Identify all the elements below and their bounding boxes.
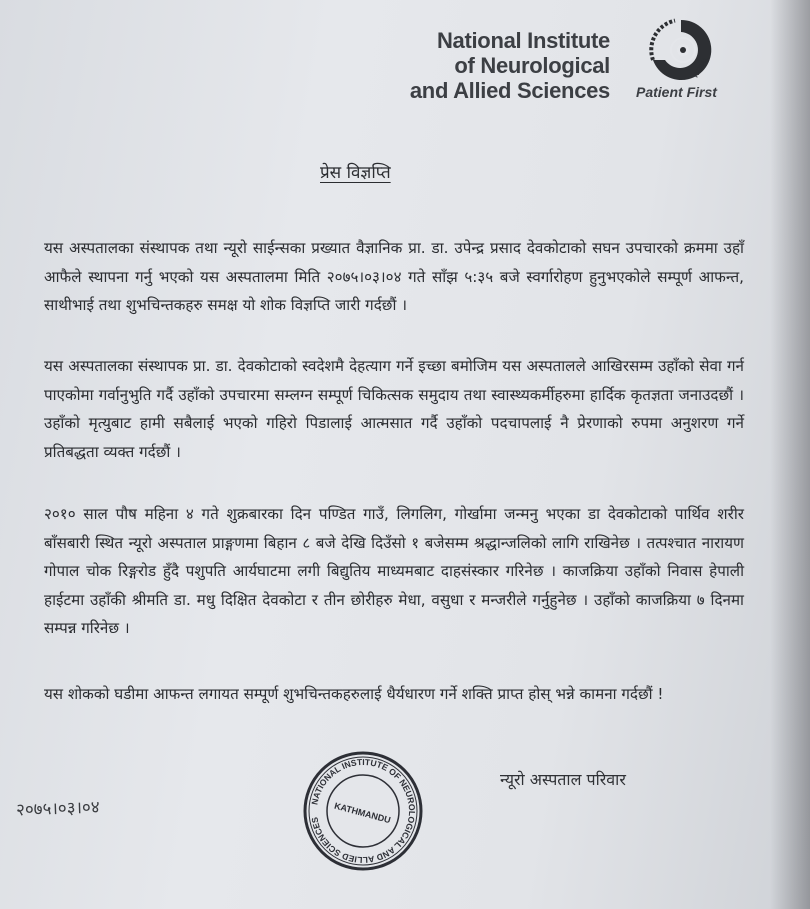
tagline: Patient First <box>636 84 717 100</box>
paragraph-4: यस शोकको घडीमा आफन्त लगायत सम्पूर्ण शुभचिन्तकहरुलाई धैर्यधारण गर्ने शक्ति प्राप्त होस् भन्ने कामना गर्दछौं ! <box>44 685 664 703</box>
handwritten-date: २०७५।०३।०४ <box>15 797 100 821</box>
neuro-institute-logo-icon <box>645 14 717 86</box>
paragraph-3: २०१० साल पौष महिना ४ गते शुक्रबारका दिन पण्डित गाउँ, लिगलिग, गोर्खामा जन्मनु भएका डा देवकोटाको पार्थिव शरीर बाँसबारी स्थित न्यूरो अस्पताल प्राङ्गणमा बिहान ८ बजे देखि दिउँसो १ बजेसम्म श्रद्धान्जलिको लागि राखिनेछ । तत्पश्चात नारायण गोपाल चोक रिङ्गरोड हुँदै पशुपति आर्यघाटमा लगी बिद्युतिय माध्यमबाट दाहसंस्कार गरिनेछ । काजक्रिया उहाँको निवास हेपाली हाईटमा उहाँकी श्रीमति डा. मधु दिक्षित देवकोटा र तीन छोरीहरु मेधा, वसुधा र मन्जरीले गर्नुहुनेछ । उहाँको काजक्रिया ७ दिनमा सम्पन्न गरिनेछ । <box>44 505 744 637</box>
paragraph-1: यस अस्पतालका संस्थापक तथा न्यूरो साईन्सका प्रख्यात वैज्ञानिक प्रा. डा. उपेन्द्र प्रसाद देवकोटाको सघन उपचारको क्रममा उहाँ आफैले स्थापना गर्नु भएको यस अस्पतालमा मिति २०७५।०३।०४ गते साँझ ५:३५ बजे स्वर्गारोहण हुनुभएकोले सम्पूर्ण आफन्त, साथीभाई तथा शुभचिन्तकहरु समक्ष यो शोक विज्ञप्ति जारी गर्दछौं । <box>44 239 744 314</box>
seal-center-text: KATHMANDU <box>333 800 392 826</box>
institution-name-line-3: and Allied Sciences <box>409 78 610 103</box>
paragraph-2: यस अस्पतालका संस्थापक प्रा. डा. देवकोटाको स्वदेशमै देहत्याग गर्ने इच्छा बमोजिम यस अस्पतालले आखिरसम्म उहाँको सेवा गर्न पाएकोमा गर्वानुभुति गर्दै उहाँको उपचारमा सम्लग्न सम्पूर्ण चिकित्सक समुदाय तथा स्वास्थ्यकर्मीहरुमा हार्दिक कृतज्ञता जनाउदछौं । उहाँको मृत्युबाट हामी सबैलाई भएको गहिरो पिडालाई आत्मसात गर्दै उहाँको पदचापलाई नै प्रेरणाको रुपमा अनुशरण गर्ने प्रतिबद्धता व्यक्त गर्दछौं । <box>44 357 744 461</box>
page-title: प्रेस विज्ञप्ति <box>320 163 391 183</box>
letterhead <box>400 28 790 108</box>
page-edge-shadow <box>770 0 810 909</box>
logo-text: NEPAL <box>692 55 711 79</box>
institute-seal-icon <box>300 748 426 874</box>
signature-organization: न्यूरो अस्पताल परिवार <box>500 770 626 789</box>
institution-name-line-2: of Neurological <box>454 53 610 78</box>
institution-name-line-1: National Institute <box>436 28 610 53</box>
seal-ring-text: NATIONAL INSTITUTE OF NEUROLOGICAL AND ALLIED SCIENCES <box>309 756 418 866</box>
institution-name <box>410 28 610 103</box>
